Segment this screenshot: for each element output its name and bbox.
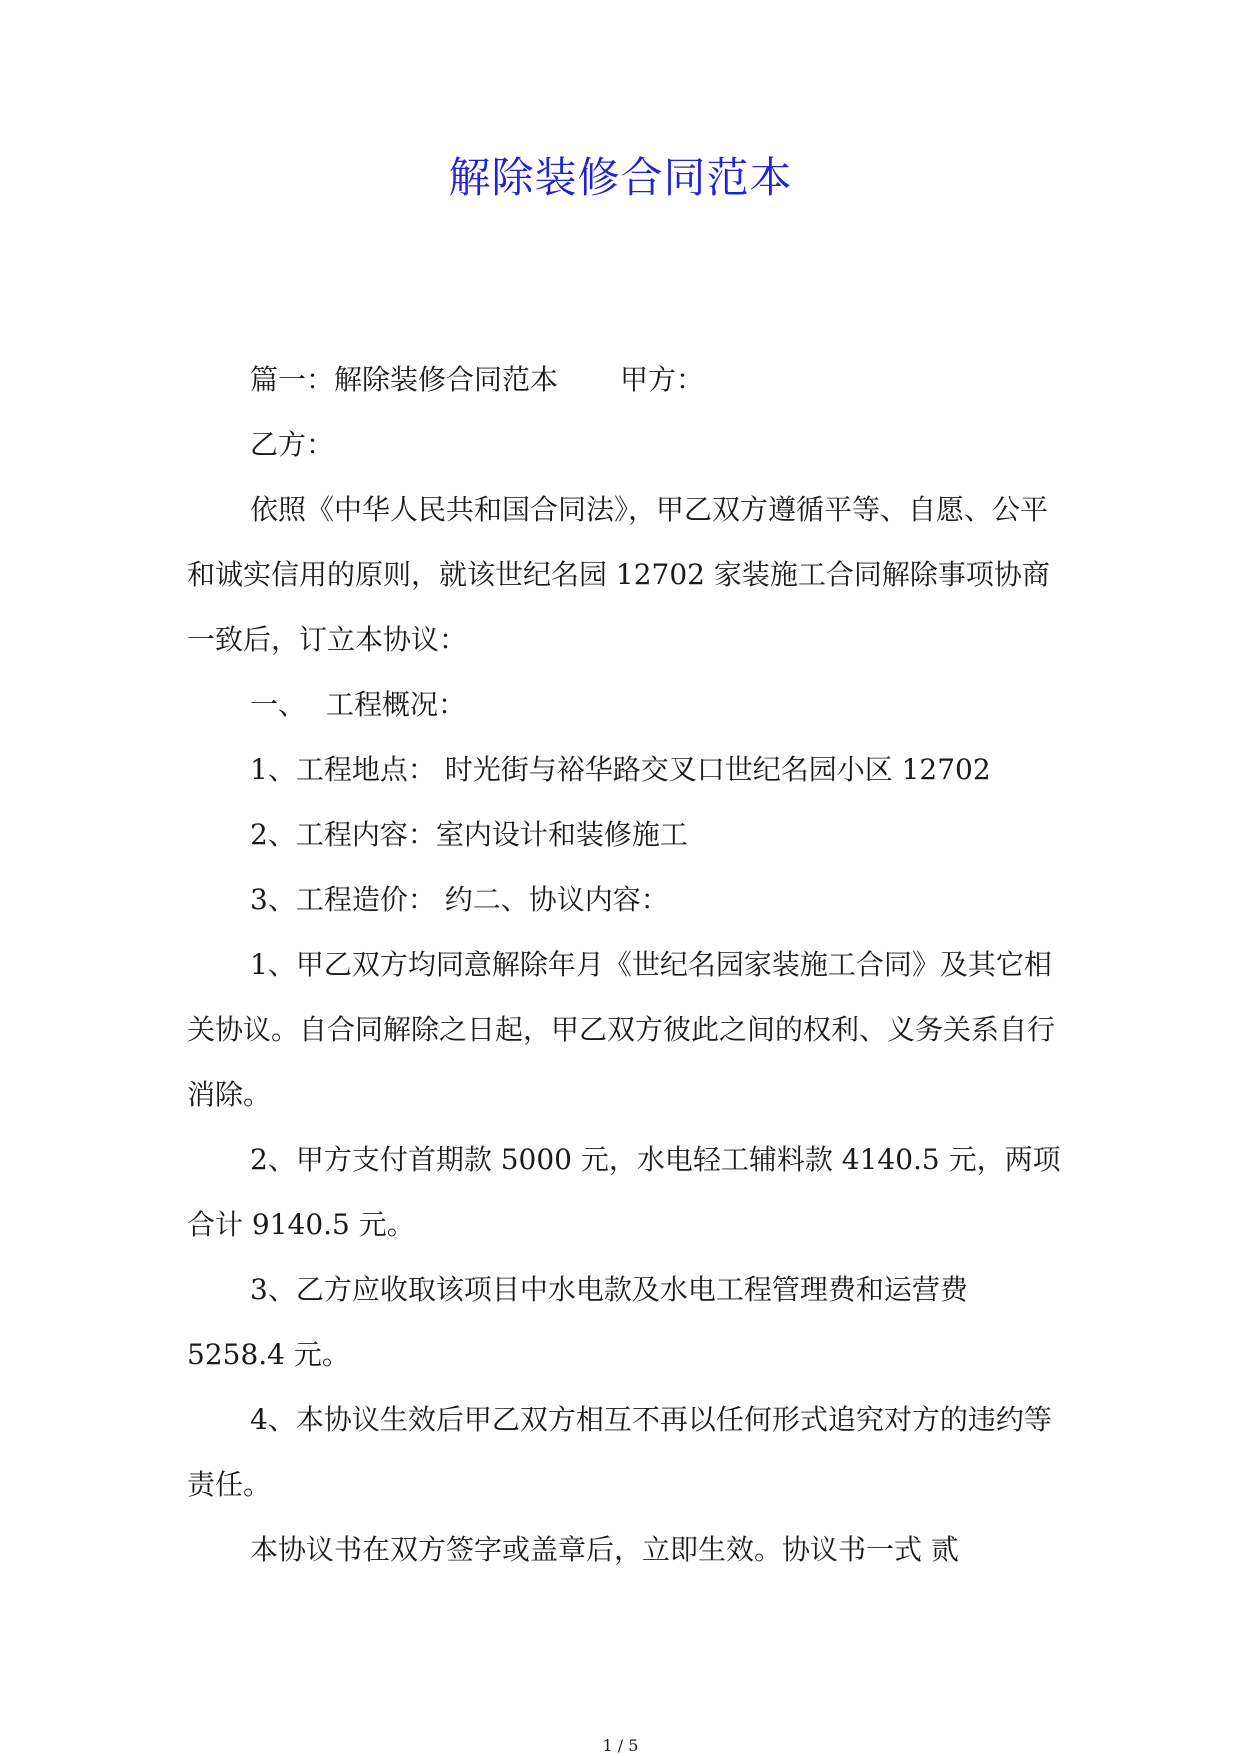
page-number: 1 / 5 bbox=[602, 1736, 639, 1755]
section-heading-line bbox=[187, 672, 1067, 737]
clause-3: 3、乙方应收取该项目中水电款及水电工程管理费和运营费 5258.4 元。 bbox=[187, 1273, 968, 1371]
final-paragraph: 本协议书在双方签字或盖章后，立即生效。协议书一式 贰 bbox=[250, 1533, 959, 1566]
preamble-paragraph: 依照《中华人民共和国合同法》，甲乙双方遵循平等、自愿、公平和诚实信用的原则，就该世纪名园 12702 家装施工合同解除事项协商一致后，订立本协议： bbox=[187, 493, 1050, 656]
clause-1: 1、甲乙双方均同意解除年月《世纪名园家装施工合同》及其它相关协议。自合同解除之日起，甲乙双方彼此之间的权利、义务关系自行消除。 bbox=[187, 948, 1056, 1111]
item-location: 1、工程地点： 时光街与裕华路交叉口世纪名园小区 12702 bbox=[250, 753, 991, 786]
item-cost: 3、工程造价： 约二、协议内容： bbox=[250, 883, 669, 916]
item-scope: 2、工程内容：室内设计和装修施工 bbox=[250, 818, 688, 851]
paragraph-heading-line bbox=[187, 347, 1067, 412]
party-a-label: 甲方： bbox=[620, 363, 705, 396]
document-body bbox=[187, 347, 1067, 1582]
party-b-label: 乙方： bbox=[250, 428, 335, 461]
clause-4: 4、本协议生效后甲乙双方相互不再以任何形式追究对方的违约等责任。 bbox=[187, 1403, 1052, 1501]
clause-2: 2、甲方支付首期款 5000 元，水电轻工辅料款 4140.5 元，两项合计 9140.5 元。 bbox=[187, 1143, 1061, 1241]
section-number: 一、 bbox=[250, 688, 307, 721]
document-title: 解除装修合同范本 bbox=[448, 153, 793, 202]
chapter-heading: 篇一：解除装修合同范本 bbox=[250, 363, 559, 396]
section-title: 工程概况： bbox=[326, 688, 467, 721]
